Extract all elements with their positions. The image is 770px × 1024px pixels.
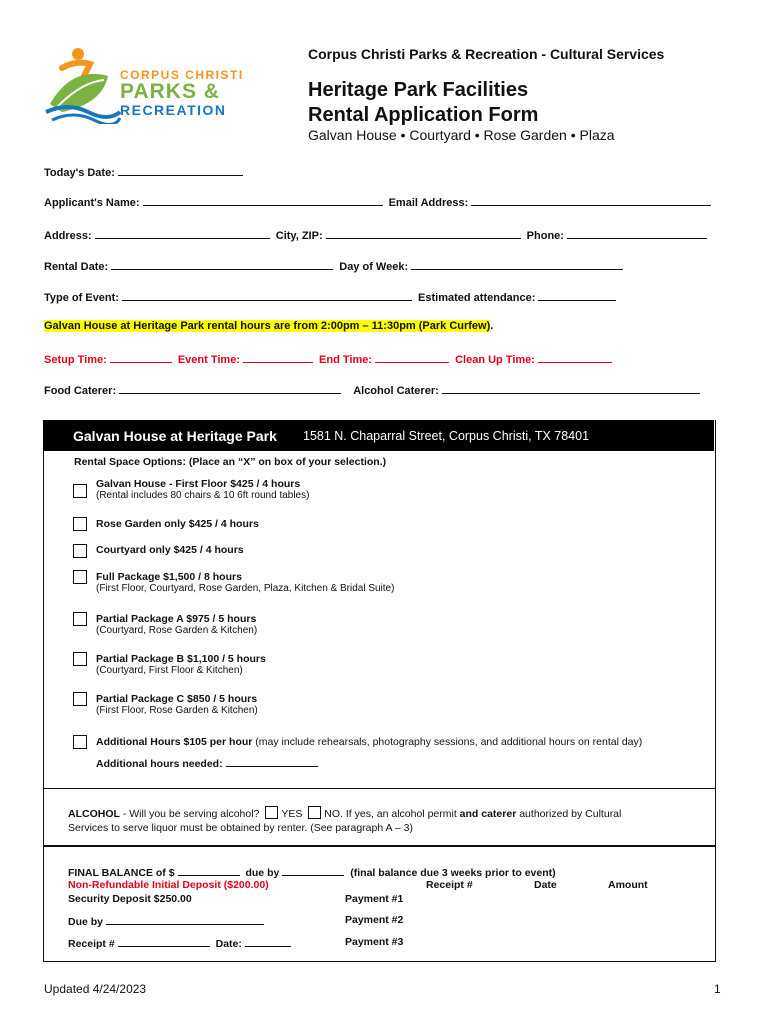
end-time-field[interactable] xyxy=(375,352,449,363)
alcohol-note: Services to serve liquor must be obtained by renter. (See paragraph A – 3) xyxy=(68,822,413,834)
option-detail: (Rental includes 80 chairs & 10 6ft round tables) xyxy=(96,490,310,501)
option-title: Full Package $1,500 / 8 hours xyxy=(96,571,242,583)
option-title: Rose Garden only $425 / 4 hours xyxy=(96,518,259,530)
additional-hours-needed-label: Additional hours needed: xyxy=(96,758,223,770)
alcohol-no-checkbox[interactable] xyxy=(308,806,321,819)
receipt-label: Receipt # xyxy=(68,938,115,950)
parks-logo-icon xyxy=(42,46,122,124)
option-checkbox-partial-c[interactable] xyxy=(73,692,87,706)
applicant-name-field[interactable] xyxy=(143,195,383,206)
address-row xyxy=(44,228,710,242)
final-balance-label: FINAL BALANCE of $ xyxy=(68,867,175,879)
option-title: Partial Package B $1,100 / 5 hours xyxy=(96,653,266,665)
attendance-label: Estimated attendance: xyxy=(418,292,536,304)
setup-time-label: Setup Time: xyxy=(44,354,107,366)
day-of-week-label: Day of Week: xyxy=(339,261,409,273)
option-title: Galvan House - First Floor $425 / 4 hours xyxy=(96,478,301,490)
option-partial-c xyxy=(96,693,258,716)
form-title xyxy=(308,78,538,128)
additional-hours-detail: (may include rehearsals, photography sessions, and additional hours on rental day) xyxy=(255,736,643,748)
deposit-label: Non-Refundable Initial Deposit ($200.00) xyxy=(68,879,269,891)
page-number: 1 xyxy=(714,982,721,996)
option-title: Courtyard only $425 / 4 hours xyxy=(96,544,244,556)
city-zip-field[interactable] xyxy=(326,228,521,239)
updated-date: Updated 4/24/2023 xyxy=(44,982,147,996)
alcohol-caterer-label: Alcohol Caterer: xyxy=(353,385,439,397)
phone-label: Phone: xyxy=(526,230,564,242)
address-label: Address: xyxy=(44,230,92,242)
notice-period: . xyxy=(490,320,494,332)
option-partial-a xyxy=(96,613,257,636)
option-additional-hours xyxy=(96,736,642,748)
rental-date-label: Rental Date: xyxy=(44,261,109,273)
rental-date-row xyxy=(44,259,626,273)
section-header xyxy=(43,420,714,451)
alcohol-question xyxy=(68,806,621,820)
organization-name: Corpus Christi Parks & Recreation - Cultural Services xyxy=(308,46,665,62)
alcohol-no-label: NO. If yes, an alcohol permit xyxy=(324,808,457,820)
option-checkbox-full-package[interactable] xyxy=(73,570,87,584)
option-checkbox-partial-a[interactable] xyxy=(73,612,87,626)
applicant-name-label: Applicant's Name: xyxy=(44,197,140,209)
event-time-field[interactable] xyxy=(243,352,313,363)
receipt-header: Receipt # xyxy=(426,879,473,891)
additional-hours-needed-field[interactable] xyxy=(226,756,318,767)
option-courtyard xyxy=(96,544,244,556)
receipt-row xyxy=(68,936,294,950)
option-checkbox-galvan-first-floor[interactable] xyxy=(73,484,87,498)
attendance-field[interactable] xyxy=(538,290,616,301)
logo-text-3: RECREATION xyxy=(120,102,227,118)
option-detail: (First Floor, Rose Garden & Kitchen) xyxy=(96,705,258,716)
event-time-label: Event Time: xyxy=(177,354,240,366)
additional-hours-needed-row xyxy=(96,756,321,770)
alcohol-yes-checkbox[interactable] xyxy=(265,806,278,819)
final-balance-due-by-field[interactable] xyxy=(282,865,344,876)
todays-date-field[interactable] xyxy=(118,165,243,176)
address-field[interactable] xyxy=(95,228,270,239)
alcohol-label: ALCOHOL xyxy=(68,808,120,820)
caterer-row xyxy=(44,383,703,397)
payment-1-label: Payment #1 xyxy=(345,893,404,905)
option-galvan-first-floor xyxy=(96,478,309,501)
logo xyxy=(42,46,258,124)
security-deposit-label: Security Deposit $250.00 xyxy=(68,893,192,905)
form-title-line1: Heritage Park Facilities xyxy=(308,79,529,101)
rental-options-instructions: Rental Space Options: (Place an “X” on box of your selection.) xyxy=(74,456,387,468)
rental-hours-text: Galvan House at Heritage Park rental hours are from 2:00pm – 11:30pm (Park Curfew) xyxy=(44,320,491,332)
date-header: Date xyxy=(534,879,557,891)
logo-text-2: PARKS & xyxy=(120,80,220,103)
option-full-package xyxy=(96,571,394,594)
form-title-line2: Rental Application Form xyxy=(308,104,539,126)
due-by-field[interactable] xyxy=(106,914,264,925)
event-type-field[interactable] xyxy=(122,290,412,301)
setup-time-field[interactable] xyxy=(110,352,172,363)
email-label: Email Address: xyxy=(388,197,469,209)
applicant-row xyxy=(44,195,714,209)
option-detail: (First Floor, Courtyard, Rose Garden, Plaza, Kitchen & Bridal Suite) xyxy=(96,583,395,594)
rental-date-field[interactable] xyxy=(111,259,333,270)
form-subtitle: Galvan House • Courtyard • Rose Garden • Plaza xyxy=(308,127,615,143)
alcohol-rest-text: authorized by Cultural xyxy=(519,808,622,820)
event-type-label: Type of Event: xyxy=(44,292,119,304)
alcohol-yes-label: YES xyxy=(281,808,303,820)
end-time-label: End Time: xyxy=(319,354,373,366)
receipt-field[interactable] xyxy=(118,936,210,947)
alcohol-question-text: - Will you be serving alcohol? xyxy=(119,808,260,820)
email-field[interactable] xyxy=(471,195,711,206)
final-balance-field[interactable] xyxy=(178,865,240,876)
rental-hours-notice xyxy=(44,320,493,332)
option-detail: (Courtyard, First Floor & Kitchen) xyxy=(96,665,243,676)
todays-date-label: Today's Date: xyxy=(44,167,115,179)
final-balance-due-by-label: due by xyxy=(245,867,280,879)
logo-text-1: CORPUS CHRISTI xyxy=(120,68,244,82)
option-rose-garden xyxy=(96,518,259,530)
section-title: Galvan House at Heritage Park xyxy=(73,428,277,444)
option-checkbox-partial-b[interactable] xyxy=(73,652,87,666)
receipt-date-label: Date: xyxy=(215,938,242,950)
rental-options-box xyxy=(43,420,716,789)
todays-date-row xyxy=(44,165,246,179)
food-caterer-field[interactable] xyxy=(119,383,341,394)
option-checkbox-additional-hours[interactable] xyxy=(73,735,87,749)
final-balance-row xyxy=(68,865,556,879)
option-checkbox-rose-garden[interactable] xyxy=(73,517,87,531)
option-detail: (Courtyard, Rose Garden & Kitchen) xyxy=(96,625,258,636)
phone-field[interactable] xyxy=(567,228,707,239)
day-of-week-field[interactable] xyxy=(411,259,623,270)
option-title: Partial Package A $975 / 5 hours xyxy=(96,613,257,625)
city-zip-label: City, ZIP: xyxy=(275,230,323,242)
option-checkbox-courtyard[interactable] xyxy=(73,544,87,558)
cleanup-time-label: Clean Up Time: xyxy=(455,354,535,366)
alcohol-and-caterer: and caterer xyxy=(459,808,517,820)
receipt-date-field[interactable] xyxy=(245,936,291,947)
additional-hours-title: Additional Hours $105 per hour xyxy=(96,736,253,748)
due-by-label: Due by xyxy=(68,916,104,928)
final-balance-note: (final balance due 3 weeks prior to event) xyxy=(350,867,556,879)
food-caterer-label: Food Caterer: xyxy=(44,385,117,397)
due-by-row xyxy=(68,914,267,928)
payment-3-label: Payment #3 xyxy=(345,936,404,948)
section-address: 1581 N. Chaparral Street, Corpus Christi, TX 78401 xyxy=(303,429,590,443)
amount-header: Amount xyxy=(608,879,648,891)
option-title: Partial Package C $850 / 5 hours xyxy=(96,693,258,705)
option-partial-b xyxy=(96,653,266,676)
times-row xyxy=(44,352,615,366)
cleanup-time-field[interactable] xyxy=(538,352,612,363)
alcohol-caterer-field[interactable] xyxy=(442,383,700,394)
event-type-row xyxy=(44,290,619,304)
payment-2-label: Payment #2 xyxy=(345,914,404,926)
